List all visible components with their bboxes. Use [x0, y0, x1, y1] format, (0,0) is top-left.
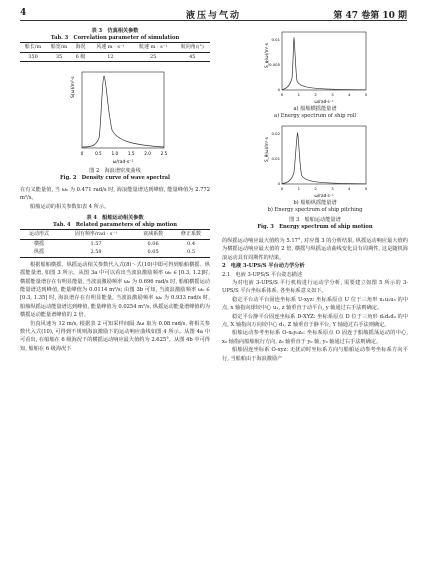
t3-c0: 350	[20, 52, 46, 62]
fig3a-xtick: 2	[314, 92, 317, 97]
table4-caption-cn: 表 4 船舶运动相关参数	[86, 215, 144, 222]
fig3a-ytick: 0	[277, 87, 280, 92]
fig3a-ytick: 0.005	[269, 62, 280, 67]
table-row	[20, 239, 210, 248]
fig2-caption-cn: 图 2 海浪谱密度曲线	[89, 168, 141, 174]
fig3a-xtick: 5	[364, 92, 368, 97]
fig2-xtick: 2.5	[160, 151, 168, 156]
fig3b-ytick: 0	[277, 181, 280, 186]
fig3a-ytick: 0.01	[271, 37, 280, 42]
fig3b-curve	[282, 133, 366, 184]
t3-c3: 12	[89, 52, 132, 62]
t3-h4: 航速 m · s⁻¹	[132, 43, 175, 53]
fig3a-xticks	[281, 92, 368, 97]
left-paragraph-1: 在有义能量值, 当 ω₀ 为 0.471 rad/s 时, 海浪能量谱达到峰值, 能量峰值为 2.772 m²/s。	[20, 187, 210, 202]
t4-cell: 0.5	[172, 248, 210, 257]
left-paragraph-3: 根据船舶横摇、纵摇运动相关参数代入式(8)～式(10)中即可得到船舶横摇、纵摇能量谱, 如图 3 所示。从图 3a 中可以看出当波浪激励频率 ω₀ ∈ [0.3, 1.2]时, 横摇能量谱存在有明显能量, 当波浪激励频率 ω₀ 为 0.696 rad/s 时, 船舶横摇运动能量谱达到峰值, 能量峰值为 0.0114 m²/s; 由图 3b 可知, 当波浪激励频率 ω₀ ∈ [0.3, 1.35] 时, 海浪谱存在有明显能量, 当波浪激励频率 ω₀ 为 0.933 rad/s 时, 船舶纵摇运动能量谱达到峰值, 能量峰值为 0.0254 m²/s, 纵摇运动能量谱峰值约为横摇运动能量谱峰值的 2 倍。	[20, 261, 210, 319]
table-row	[20, 52, 210, 62]
fig3b-xtick: 2	[314, 186, 317, 191]
fig2-frame	[82, 72, 164, 148]
fig2-ylabel: S(ω)/m²·s	[71, 76, 76, 98]
table3	[20, 42, 210, 62]
fig3-caption-cn: 图 3 船舶运动能量谱	[289, 217, 341, 223]
fig3b-sub-cn: b) 船舶纵摇能量谱	[293, 200, 337, 206]
t4-h0: 运动形式	[20, 230, 58, 240]
t4-cell: 0.4	[187, 240, 195, 247]
t4-h3: 修正系数	[172, 230, 210, 240]
fig3a-ylabel: S_φ(ω)/m²·s	[264, 43, 269, 68]
fig2-xticks	[81, 151, 168, 156]
t4-cell: 0.05	[134, 248, 172, 257]
fig2-xtick: 0	[80, 151, 84, 156]
fig3b-xtick: 1	[297, 186, 301, 191]
fig3b-xtick: 5	[364, 186, 368, 191]
left-paragraph-4: 仿真风速为 12 m/s, 根据表 2 可知采样间隔 Δω 取为 0.08 rad/s, 将相关参数代入式(10), 可得到不规则海浪激励下的运动响应曲线如图 4 所示。从图 4a 中可看出, 在船舶在 6 级海况下的横摇运动响应最大值约为 2.625°。从图 4b 中可得知, 船舶在 6 级海况下	[20, 320, 210, 352]
fig2-xlabel: ω/rad·s⁻¹	[112, 160, 134, 165]
fig3a-xtick: 0	[280, 92, 284, 97]
fig3a-xtick: 3	[331, 92, 334, 97]
table4	[20, 229, 210, 258]
right-paragraph-1: 的纵摇运动响应最大值约为 5.17°, 对应图 3 的分析结果, 纵摇运动响应最大值约为横摇运动响应最大值的 2 倍, 横摇与纵摇运动曲线变化具有周期性, 这是随机海浪运动具有周期性的结果。	[222, 238, 408, 261]
fig3a-xtick: 4	[347, 92, 351, 97]
fig3a-curve	[282, 38, 366, 90]
right-paragraph-2: 为对电液 3-UPS/S 平行机构进行运动学分析, 需要建立如图 5 所示的 3-UPS/S 平台坐标系体系, 各坐标系意义如下。	[222, 280, 408, 295]
t3-c5: 45	[175, 52, 210, 62]
t3-h0: 船长/m	[20, 43, 46, 53]
t4-cell: 横摇	[33, 240, 44, 247]
fig3a-xtick: 1	[297, 92, 301, 97]
right-paragraph-4: 稳定平台静平台固连坐标系 D-XYZ: 坐标系原点 D 位于三角形 d₁d₂d₃ 的中点, X 轴指向万向铰中心 d₁, Z 轴垂直于静平台, Y 轴通过右手法则确定。	[222, 313, 408, 329]
table3-caption-cn: 表 3 仿真相关参数	[91, 28, 139, 34]
fig2-xtick: 1.5	[127, 151, 135, 156]
t3-h2: 海况	[72, 43, 89, 53]
section-2-1-heading: 2.1 电液 3-UPS/S 平台姿态描述	[222, 271, 303, 278]
t3-c1: 35	[46, 52, 72, 62]
t3-h3: 风速 m · s⁻¹	[89, 43, 132, 53]
fig3a-sub-en: a) Energy spectrum of ship roll	[273, 113, 357, 119]
left-column	[20, 28, 210, 353]
fig3b-frame	[282, 126, 366, 184]
left-paragraph-2: 船舶运动的相关参数如表 4 所示。	[30, 203, 110, 210]
fig2-curve	[82, 76, 164, 147]
section-2-heading: 2 电液 3-UPS/S 平台动力学分析	[222, 263, 305, 270]
fig2-xtick: 0.5	[95, 151, 102, 156]
volume-issue: 第 47 卷第 10 期	[333, 11, 407, 21]
fig3b-sub-en: b) Energy spectrum of ship pitching	[267, 207, 363, 213]
fig3b-xtick: 0	[280, 186, 284, 191]
right-paragraph-5: 船舶运动参考坐标系 O-x₀y₀z₀: 坐标系原点 O 固连于船舶摇荡运动的中心, x₀ 轴指向船舶航行方向, z₀ 轴垂直于 y₀ 轴, y₀ 轴通过右手法则确定。	[222, 330, 408, 345]
t4-h1: 固有频率/rad · s⁻¹	[58, 230, 134, 240]
t4-h2: 衰减系数	[134, 230, 172, 240]
fig3b-xtick: 3	[331, 186, 334, 191]
fig2-xtick: 2.0	[144, 151, 151, 156]
page-number: 4	[20, 8, 27, 18]
fig2-chart	[20, 68, 210, 168]
fig3-caption-en: Fig. 3 Energy spectrum of ship motion	[257, 224, 373, 230]
t4-cell: 0.06	[147, 240, 159, 247]
running-header	[20, 8, 407, 21]
journal-title: 液压与气动	[185, 11, 241, 21]
table3-caption-en: Tab. 3 Correlation parameter of simulation	[50, 35, 180, 41]
fig3a-sub-cn: a) 船舶横摇能量谱	[293, 106, 337, 112]
fig2-caption-en: Fig. 2 Density curve of wave spectral	[59, 175, 171, 181]
t3-h5: 航向角/(°)	[175, 43, 210, 53]
fig3b-xtick: 4	[347, 186, 351, 191]
fig3b-xlabel: ω/rad·s⁻¹	[314, 193, 334, 198]
right-column	[222, 28, 408, 363]
fig2-xtick: 1.0	[111, 151, 119, 156]
table-row	[20, 248, 210, 257]
right-paragraph-3: 稳定平台动平台固连坐标系 U-xyz: 坐标系原点 U 位于三角形 u₁u₂u₃ 的中点, x 轴指向球铰中心 u₁, z 轴垂直于动平台, y 轴通过右手法则确定。	[222, 296, 408, 312]
t3-c2: 6 级	[72, 52, 89, 62]
fig3b-ylabel: S_θ(ω)/m²·s	[264, 137, 269, 162]
table4-caption-en: Tab. 4 Related parameters of ship motion	[52, 222, 177, 229]
t4-cell: 1.57	[90, 240, 102, 247]
t3-c4: 25	[132, 52, 175, 62]
t4-cell: 纵摇	[20, 248, 58, 257]
right-paragraph-6: 船舶固连坐标系 O-xyz: 无扰动时坐标系方向与船舶运动参考坐标系方向平行, 当船舶由于海浪激励产	[222, 347, 408, 362]
fig3b-chart	[222, 122, 408, 200]
fig3a-chart	[222, 28, 408, 106]
t3-h1: 船宽/m	[46, 43, 72, 53]
fig3b-xticks	[281, 186, 368, 191]
fig3b-ytick: 0.02	[271, 131, 280, 136]
fig3a-xlabel: ω/rad·s⁻¹	[314, 99, 334, 104]
fig3b-ytick: 0.01	[271, 156, 280, 161]
t4-cell: 2.58	[58, 248, 134, 257]
